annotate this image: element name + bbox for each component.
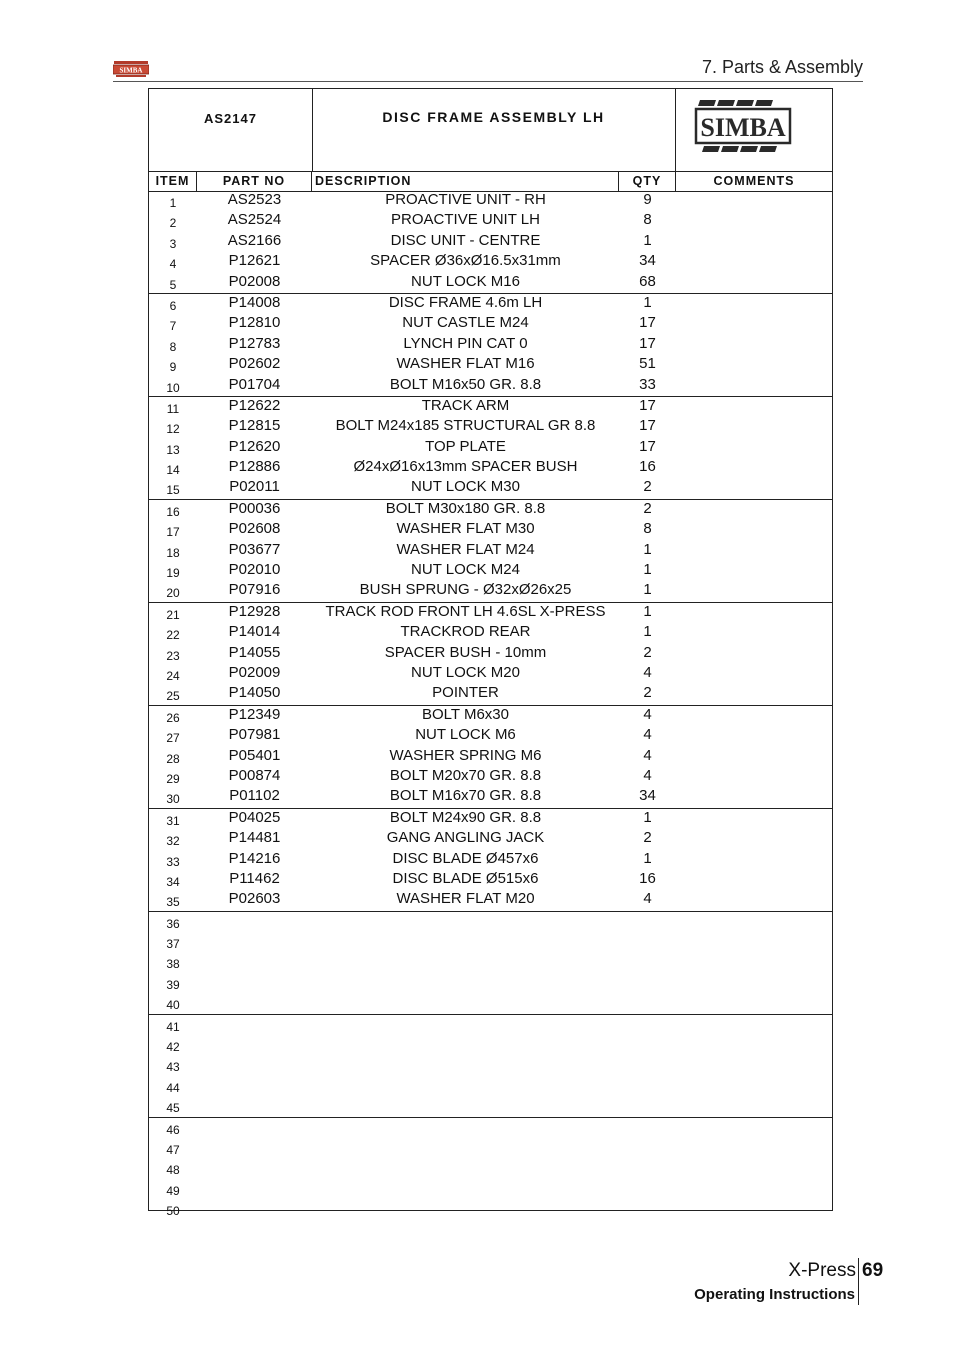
part-description: TRACK ROD FRONT LH 4.6SL X-PRESS: [325, 602, 606, 620]
table-row: [149, 829, 832, 849]
part-number: P07981: [228, 726, 281, 744]
quantity: 16: [639, 869, 656, 887]
item-number: 37: [166, 937, 180, 952]
item-number: 2: [169, 216, 177, 231]
part-description: BOLT M24x90 GR. 8.8: [389, 808, 542, 826]
parts-sheet: [148, 88, 833, 1219]
part-description: BOLT M20x70 GR. 8.8: [389, 766, 542, 784]
part-number: P14008: [228, 293, 281, 311]
item-number: 40: [166, 998, 180, 1013]
quantity: 1: [643, 293, 652, 311]
quantity: 1: [643, 849, 652, 867]
assembly-header: [149, 89, 832, 172]
quantity: 2: [643, 499, 652, 517]
item-number: 35: [166, 895, 180, 910]
quantity: 17: [639, 314, 656, 332]
table-row: [149, 1015, 832, 1035]
table-row: [149, 747, 832, 767]
part-number: P14055: [228, 643, 281, 661]
part-description: DISC UNIT - CENTRE: [390, 231, 541, 249]
item-number: 48: [166, 1163, 180, 1178]
item-number: 46: [166, 1122, 180, 1137]
part-description: WASHER FLAT M20: [396, 890, 535, 908]
quantity: 17: [639, 334, 656, 352]
item-number: 30: [166, 792, 180, 807]
table-row: [149, 335, 832, 355]
table-row: [149, 191, 832, 211]
col-item-header: ITEM: [149, 171, 197, 191]
item-number: 13: [166, 442, 180, 457]
part-description: NUT LOCK M24: [411, 561, 520, 579]
item-number: 41: [166, 1019, 180, 1034]
part-description: Ø24xØ16x13mm SPACER BUSH: [353, 458, 578, 476]
quantity: 2: [643, 684, 652, 702]
col-qty-header: QTY: [619, 171, 676, 191]
quantity: 1: [643, 581, 652, 599]
table-row: [149, 1138, 832, 1158]
quantity: 51: [639, 355, 656, 373]
part-description: GANG ANGLING JACK: [386, 829, 545, 847]
table-row: [149, 726, 832, 746]
row-group: [149, 191, 832, 294]
part-description: TRACK ARM: [421, 396, 510, 414]
part-description: BOLT M30x180 GR. 8.8: [385, 499, 546, 517]
item-number: 45: [166, 1101, 180, 1116]
table-row: [149, 581, 832, 601]
part-number: P00874: [228, 766, 281, 784]
svg-text:SIMBA: SIMBA: [119, 66, 143, 75]
quantity: 34: [639, 252, 656, 270]
table-row: [149, 355, 832, 375]
table-row: [149, 684, 832, 704]
part-description: DISC BLADE Ø515x6: [392, 869, 539, 887]
part-number: P12620: [228, 437, 281, 455]
simba-logo: [694, 96, 794, 158]
table-row: [149, 273, 832, 293]
item-number: 44: [166, 1080, 180, 1095]
item-number: 25: [166, 689, 180, 704]
table-row: [149, 1055, 832, 1075]
quantity: 2: [643, 643, 652, 661]
table-row: [149, 1179, 832, 1199]
item-number: 26: [166, 710, 180, 725]
part-number: P03677: [228, 540, 281, 558]
quantity: 34: [639, 787, 656, 805]
footer-divider: [858, 1258, 859, 1305]
item-number: 39: [166, 977, 180, 992]
row-group: [149, 294, 832, 397]
item-number: 4: [169, 257, 177, 272]
table-row: [149, 973, 832, 993]
item-number: 17: [166, 525, 180, 540]
item-number: 32: [166, 834, 180, 849]
page-number: 69: [862, 1260, 884, 1281]
table-row: [149, 458, 832, 478]
footer-subtitle: Operating Instructions: [694, 1286, 855, 1303]
quantity: 17: [639, 437, 656, 455]
part-number: P12622: [228, 396, 281, 414]
quantity: 4: [643, 746, 652, 764]
row-group: [149, 500, 832, 603]
table-row: [149, 1035, 832, 1055]
col-description-header: DESCRIPTION: [312, 171, 619, 191]
part-description: BOLT M6x30: [422, 705, 509, 723]
table-row: [149, 561, 832, 581]
quantity: 8: [643, 520, 652, 538]
part-description: WASHER FLAT M30: [396, 520, 535, 538]
quantity: 2: [643, 478, 652, 496]
column-headers: [149, 171, 832, 192]
part-description: NUT LOCK M30: [411, 478, 520, 496]
part-number: P14050: [228, 684, 281, 702]
item-number: 38: [166, 957, 180, 972]
quantity: 1: [643, 602, 652, 620]
item-number: 19: [166, 566, 180, 581]
table-row: [149, 767, 832, 787]
table-row: [149, 1096, 832, 1116]
quantity: 33: [639, 375, 656, 393]
item-number: 16: [166, 504, 180, 519]
part-description: POINTER: [432, 684, 499, 702]
part-number: P01704: [228, 375, 281, 393]
quantity: 16: [639, 458, 656, 476]
part-number: AS2166: [227, 231, 282, 249]
table-row: [149, 252, 832, 272]
table-row: [149, 850, 832, 870]
simba-logo-text: SIMBA: [700, 113, 786, 142]
item-number: 33: [166, 854, 180, 869]
item-number: 7: [169, 319, 177, 334]
table-row: [149, 644, 832, 664]
part-number: P12815: [228, 417, 281, 435]
part-number: P02608: [228, 520, 281, 538]
table-row: [149, 1158, 832, 1178]
part-description: PROACTIVE UNIT - RH: [385, 191, 546, 208]
section-title: 7. Parts & Assembly: [701, 57, 863, 77]
part-number: P02602: [228, 355, 281, 373]
item-number: 29: [166, 771, 180, 786]
table-row: [149, 603, 832, 623]
part-description: NUT LOCK M6: [415, 726, 516, 744]
table-row: [149, 478, 832, 498]
table-row: [149, 314, 832, 334]
part-description: NUT CASTLE M24: [402, 314, 529, 332]
item-number: 18: [166, 545, 180, 560]
quantity: 2: [643, 829, 652, 847]
part-description: WASHER FLAT M24: [396, 540, 535, 558]
table-row: [149, 706, 832, 726]
quantity: 8: [643, 211, 652, 229]
item-number: 11: [166, 401, 180, 416]
row-group: [149, 397, 832, 500]
table-row: [149, 664, 832, 684]
quantity: 9: [643, 191, 652, 208]
part-description: DISC FRAME 4.6m LH: [388, 293, 543, 311]
item-number: 34: [166, 874, 180, 889]
quantity: 4: [643, 705, 652, 723]
footer-product: X-Press: [788, 1260, 856, 1281]
part-number: P01102: [229, 787, 280, 805]
table-row: [149, 912, 832, 932]
quantity: 4: [643, 766, 652, 784]
table-row: [149, 520, 832, 540]
table-row: [149, 932, 832, 952]
table-row: [149, 541, 832, 561]
table-row: [149, 294, 832, 314]
item-number: 10: [166, 380, 180, 395]
part-number: P00036: [228, 499, 281, 517]
simba-logo-small: [113, 59, 149, 79]
item-number: 27: [166, 731, 180, 746]
table-row: [149, 1076, 832, 1096]
item-number: 36: [166, 916, 180, 931]
part-number: P12621: [228, 252, 281, 270]
item-number: 49: [166, 1183, 180, 1198]
part-number: P05401: [228, 746, 281, 764]
item-number: 21: [166, 607, 180, 622]
part-description: SPACER BUSH - 10mm: [384, 643, 547, 661]
part-description: SPACER Ø36xØ16.5x31mm: [370, 252, 561, 270]
quantity: 17: [639, 396, 656, 414]
part-number: P11462: [229, 869, 280, 887]
table-row: [149, 1118, 832, 1138]
part-number: AS2523: [227, 191, 282, 208]
part-number: P12810: [228, 314, 281, 332]
row-group: [149, 1118, 832, 1220]
quantity: 4: [643, 726, 652, 744]
item-number: 3: [169, 236, 177, 251]
quantity: 4: [643, 663, 652, 681]
item-number: 15: [166, 483, 180, 498]
part-number: P02011: [229, 478, 280, 496]
item-number: 43: [166, 1060, 180, 1075]
table-row: [149, 623, 832, 643]
item-number: 24: [166, 668, 180, 683]
item-number: 50: [166, 1204, 180, 1219]
row-group: [149, 912, 832, 1015]
row-group: [149, 809, 832, 912]
quantity: 4: [643, 890, 652, 908]
part-number: P12783: [228, 334, 281, 352]
quantity: 1: [643, 623, 652, 641]
item-number: 22: [166, 628, 180, 643]
col-part-header: PART NO: [197, 171, 312, 191]
part-description: TOP PLATE: [425, 437, 506, 455]
part-number: P04025: [228, 808, 281, 826]
item-number: 23: [166, 648, 180, 663]
part-number: P07916: [228, 581, 281, 599]
item-number: 5: [169, 277, 177, 292]
table-row: [149, 890, 832, 910]
table-row: [149, 1199, 832, 1219]
quantity: 1: [643, 231, 652, 249]
assembly-code: AS2147: [149, 89, 313, 171]
item-number: 12: [166, 422, 180, 437]
quantity: 1: [643, 540, 652, 558]
item-number: 1: [169, 196, 177, 210]
quantity: 1: [643, 561, 652, 579]
table-row: [149, 211, 832, 231]
table-row: [149, 993, 832, 1013]
part-number: P02009: [228, 663, 281, 681]
part-number: P12349: [228, 705, 281, 723]
part-description: BUSH SPRUNG - Ø32xØ26x25: [359, 581, 572, 599]
table-row: [149, 870, 832, 890]
item-number: 31: [166, 813, 180, 828]
row-group: [149, 1015, 832, 1118]
quantity: 68: [639, 272, 656, 290]
row-group: [149, 603, 832, 706]
item-number: 42: [166, 1040, 180, 1055]
table-row: [149, 438, 832, 458]
parts-table-body: [149, 191, 832, 1220]
part-description: WASHER FLAT M16: [396, 355, 535, 373]
part-description: PROACTIVE UNIT LH: [391, 211, 540, 229]
part-number: P14481: [228, 829, 281, 847]
item-number: 28: [166, 751, 180, 766]
part-description: LYNCH PIN CAT 0: [403, 334, 528, 352]
table-row: [149, 232, 832, 252]
table-row: [149, 397, 832, 417]
part-description: TRACKROD REAR: [400, 623, 531, 641]
item-number: 14: [166, 463, 180, 478]
part-number: P02603: [228, 890, 281, 908]
table-row: [149, 376, 832, 396]
part-description: NUT LOCK M20: [411, 663, 520, 681]
item-number: 8: [169, 339, 177, 354]
part-description: DISC BLADE Ø457x6: [392, 849, 539, 867]
item-number: 9: [169, 360, 177, 375]
table-row: [149, 500, 832, 520]
row-group: [149, 706, 832, 809]
table-row: [149, 809, 832, 829]
part-description: WASHER SPRING M6: [389, 746, 542, 764]
part-description: BOLT M16x50 GR. 8.8: [389, 375, 542, 393]
item-number: 20: [166, 586, 180, 601]
part-number: P12928: [228, 602, 281, 620]
quantity: 1: [643, 808, 652, 826]
part-description: BOLT M24x185 STRUCTURAL GR 8.8: [335, 417, 596, 435]
part-number: AS2524: [227, 211, 282, 229]
quantity: 17: [639, 417, 656, 435]
part-number: P14014: [228, 623, 281, 641]
part-number: P02008: [228, 272, 281, 290]
table-row: [149, 787, 832, 807]
part-description: BOLT M16x70 GR. 8.8: [389, 787, 542, 805]
part-number: P12886: [228, 458, 281, 476]
assembly-title: DISC FRAME ASSEMBLY LH: [312, 89, 676, 171]
part-number: P02010: [228, 561, 281, 579]
item-number: 6: [169, 298, 177, 313]
col-comments-header: COMMENTS: [713, 174, 795, 188]
item-number: 47: [166, 1142, 180, 1157]
header-rule: [113, 81, 863, 82]
part-number: P14216: [228, 849, 281, 867]
table-row: [149, 952, 832, 972]
table-row: [149, 417, 832, 437]
part-description: NUT LOCK M16: [411, 272, 520, 290]
